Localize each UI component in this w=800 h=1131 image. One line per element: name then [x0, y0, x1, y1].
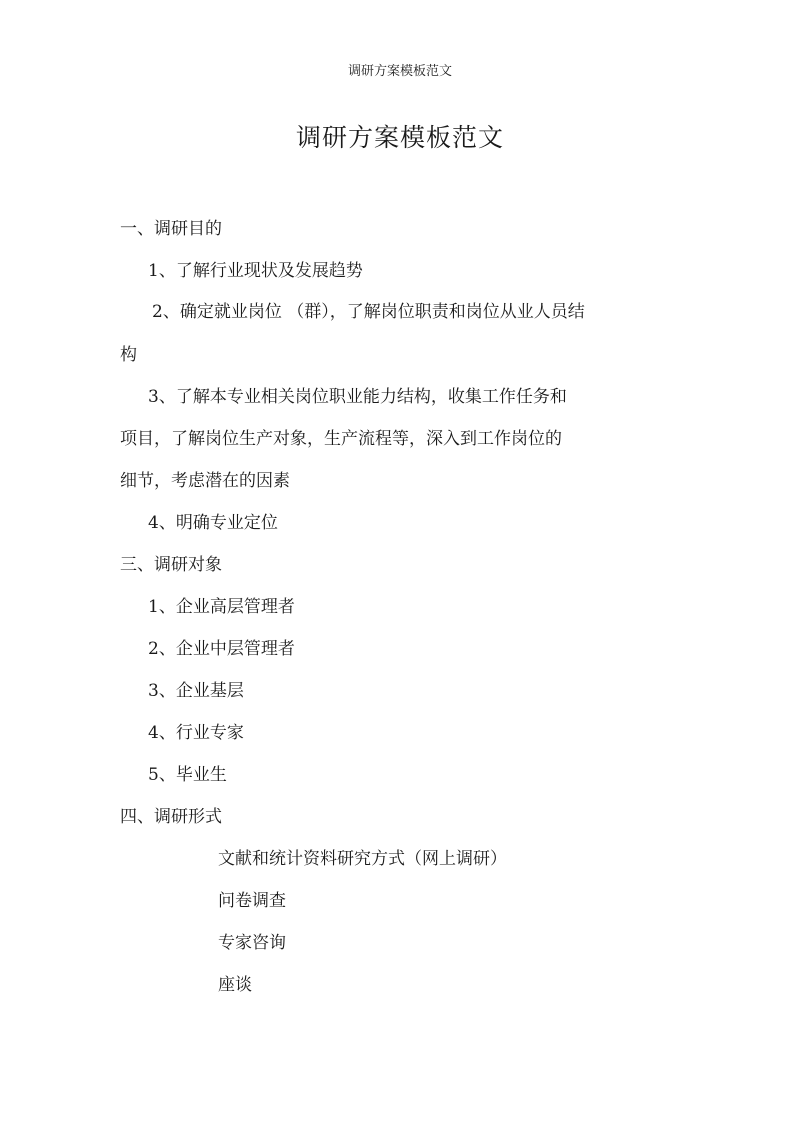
- form-item-2: 问卷调查: [218, 891, 286, 911]
- subject-item-5: 5、毕业生: [148, 765, 227, 785]
- purpose-item-3-continued-1: 项目，了解岗位生产对象，生产流程等，深入到工作岗位的: [120, 429, 562, 449]
- purpose-item-3: 3、了解本专业相关岗位职业能力结构，收集工作任务和: [148, 387, 567, 407]
- form-item-3: 专家咨询: [218, 933, 286, 953]
- subject-item-1: 1、企业高层管理者: [148, 597, 295, 617]
- purpose-item-2-continued: 构: [120, 345, 137, 365]
- form-item-4: 座谈: [218, 975, 252, 995]
- purpose-item-1: 1、了解行业现状及发展趋势: [148, 261, 363, 281]
- subject-item-3: 3、企业基层: [148, 681, 244, 701]
- form-item-1: 文献和统计资料研究方式（网上调研）: [218, 849, 507, 869]
- document-title: 调研方案模板范文: [295, 123, 504, 152]
- section-heading-purpose: 一、调研目的: [120, 219, 222, 239]
- subject-item-2: 2、企业中层管理者: [148, 639, 295, 659]
- section-heading-subjects: 三、调研对象: [120, 555, 222, 575]
- purpose-item-3-continued-2: 细节，考虑潜在的因素: [120, 471, 290, 491]
- running-header: 调研方案模板范文: [347, 64, 452, 79]
- purpose-item-4: 4、明确专业定位: [148, 513, 278, 533]
- subject-item-4: 4、行业专家: [148, 723, 244, 743]
- section-heading-forms: 四、调研形式: [120, 807, 222, 827]
- purpose-item-2: 2、确定就业岗位 （群），了解岗位职责和岗位从业人员结: [152, 302, 585, 322]
